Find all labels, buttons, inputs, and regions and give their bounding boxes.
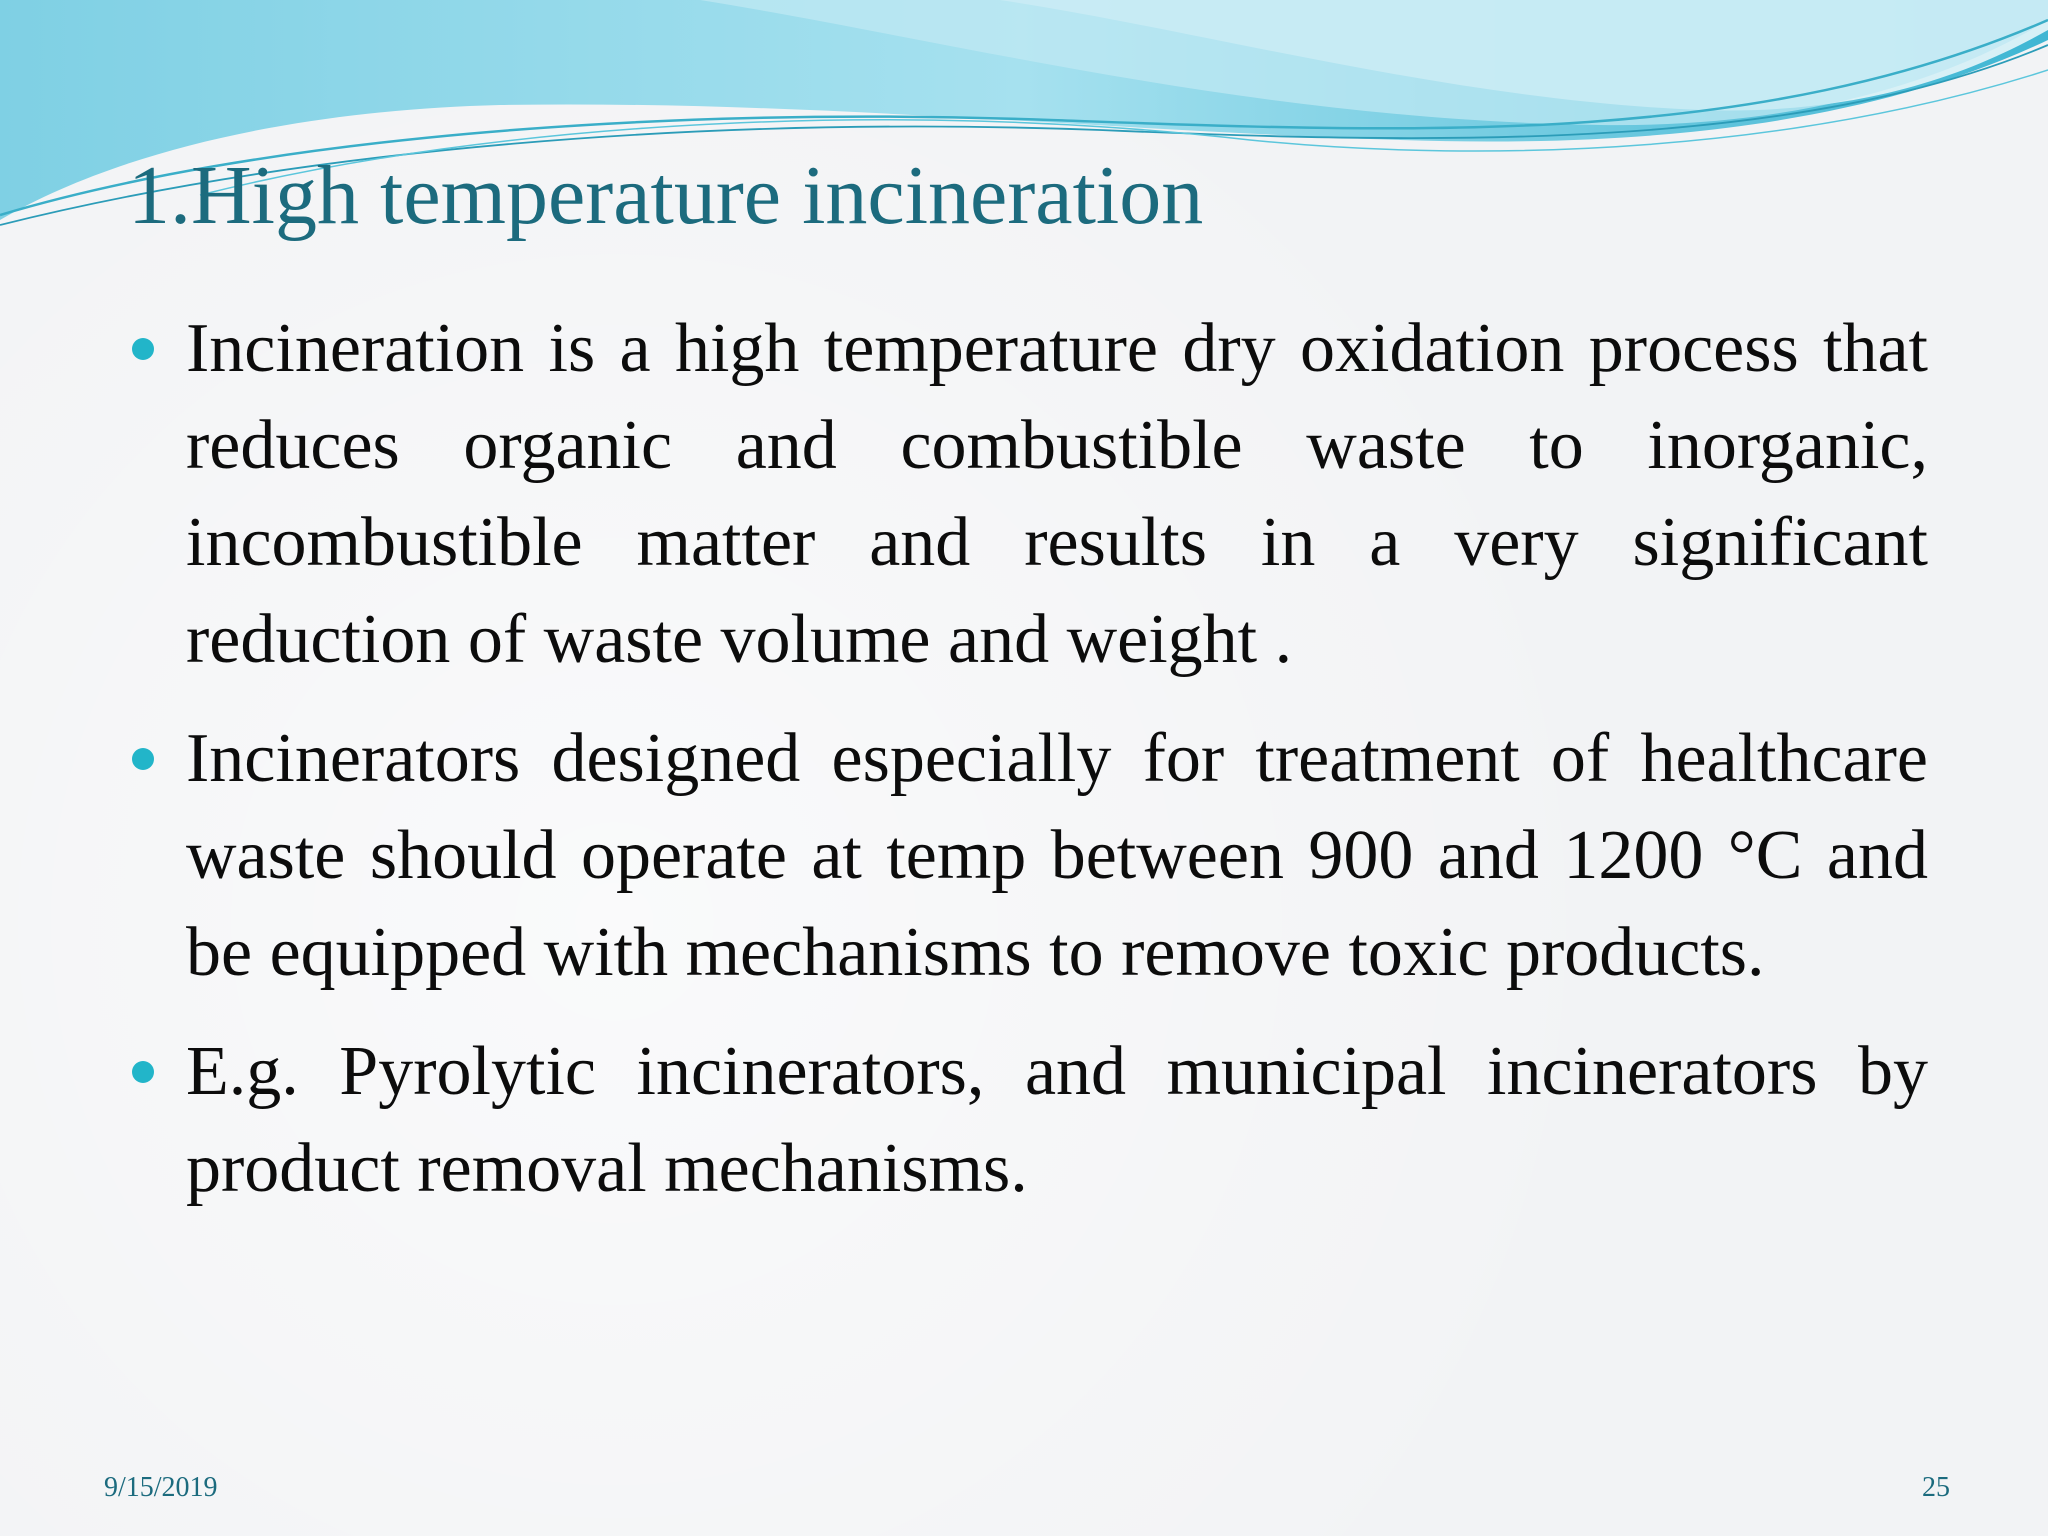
bullet-text-3: E.g. Pyrolytic incinerators, and municipal incinerators by product removal mechanisms.: [186, 1033, 1928, 1207]
bullet-text-1: Incineration is a high temperature dry oxidation process that reduces organic and combustible waste to inorganic, incombustible matter and results in a very significant reduction of waste volume and weight .: [186, 310, 1928, 678]
bullet-item-3: [128, 1023, 1928, 1217]
bullet-list: [128, 300, 1928, 1239]
slide-title: 1.High temperature incineration: [128, 149, 1204, 242]
bullet-dot-icon: [132, 748, 154, 770]
bullet-item-1: [128, 300, 1928, 688]
footer-date: 9/15/2019: [104, 1472, 218, 1503]
footer-page-number: 25: [1922, 1472, 1950, 1503]
bullet-item-2: [128, 710, 1928, 1001]
bullet-dot-icon: [132, 338, 154, 360]
bullet-text-2: Incinerators designed especially for treatment of healthcare waste should operate at temp between 900 and 1200 °C and be equipped with mechanisms to remove toxic products.: [186, 720, 1928, 991]
bullet-dot-icon: [132, 1061, 154, 1083]
